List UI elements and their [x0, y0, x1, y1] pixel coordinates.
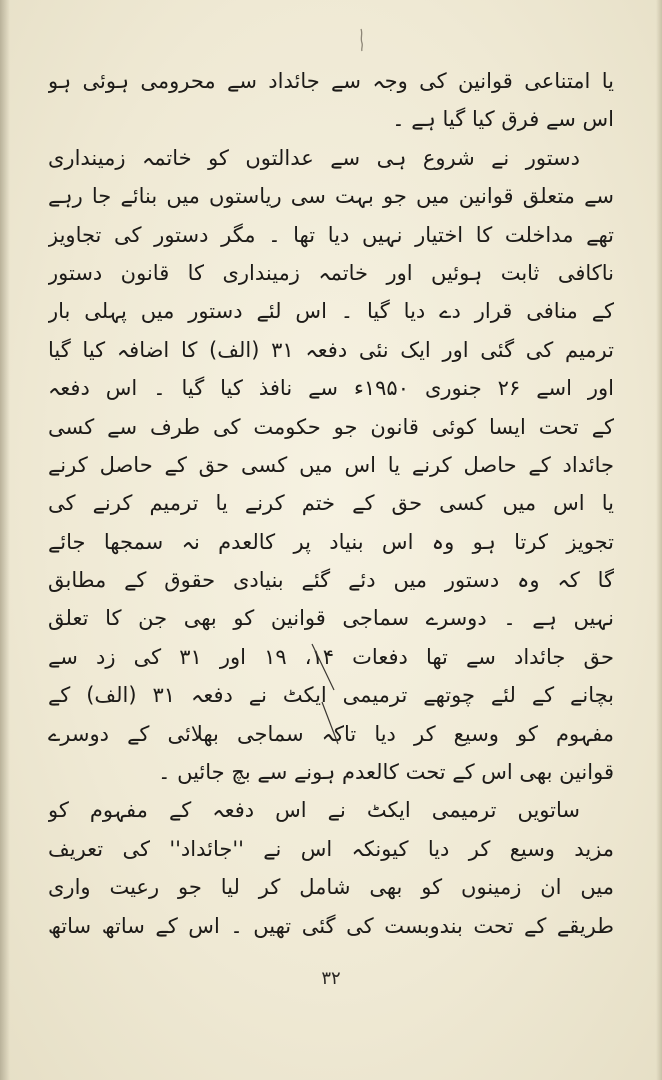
text-line: حق جائداد سے تھا دفعات ۱۴، ۱۹ اور ۳۱ کی زد سے — [48, 644, 614, 669]
text-line: قوانین بھی اس کے تحت کالعدم ہونے سے بچ جائیں ۔ — [158, 760, 614, 785]
paragraph-start-line: دستور نے شروع ہی سے عدالتوں کو خاتمہ زمینداری — [48, 145, 580, 170]
text-line: تھے مداخلت کا اختیار نہیں دیا تھا ۔ مگر دستور کی تجاویز — [48, 222, 614, 247]
text-line: کے تحت ایسا کوئی قانون جو حکومت کی طرف سے کسی — [48, 414, 614, 439]
text-line: نہیں ہے ۔ دوسرے سماجی قوانین کو بھی جن کا تعلق — [48, 606, 614, 631]
page-edge-shadow-left — [0, 0, 10, 1080]
text-line: اس سے فرق کیا گیا ہے ۔ — [392, 107, 614, 132]
text-line: ترمیم کی گئی اور ایک نئی دفعہ ۳۱ (الف) کا اضافہ کیا گیا — [48, 337, 614, 362]
ink-smudge-mark — [356, 28, 368, 52]
text-line: میں ان زمینوں کو بھی شامل کر لیا جو رعیت واری — [48, 875, 614, 900]
text-line: یا امتناعی قوانین کی وجہ سے جائداد سے محرومی ہوئی ہو — [48, 69, 614, 93]
text-line: ناکافی ثابت ہوئیں اور خاتمہ زمینداری کا قانون دستور — [48, 260, 614, 285]
text-line: بچانے کے لئے چوتھے ترمیمی ایکٹ نے دفعہ ۳۱ (الف) کے — [48, 683, 614, 708]
text-line: گا کہ وہ دستور میں دئے گئے بنیادی حقوق کے مطابق — [48, 568, 614, 593]
text-line: جائداد کے حاصل کرنے یا اس میں کسی حق کے حاصل کرنے — [48, 452, 614, 477]
text-line: مفہوم کو وسیع کر دیا تاکہ سماجی بھلائی کے دوسرے — [48, 721, 614, 746]
page-number: ۳۲ — [321, 968, 341, 989]
text-line: تجویز کرتا ہو وہ اس بنیاد پر کالعدم نہ سمجھا جائے — [48, 529, 614, 554]
text-line: اور اسے ۲۶ جنوری ۱۹۵۰ء سے نافذ کیا گیا ۔ اس دفعہ — [48, 376, 614, 401]
urdu-text-body — [48, 62, 614, 945]
pen-annotation-mark — [308, 640, 348, 750]
text-line: سے متعلق قوانین میں جو بہت سی ریاستوں میں بنائے جا رہے — [48, 184, 614, 209]
page-edge-shadow-right — [656, 0, 662, 1080]
text-line: مزید وسیع کر دیا کیونکہ اس نے ''جائداد'' کی تعریف — [48, 836, 614, 861]
text-line: کے منافی قرار دے دیا گیا ۔ اس لئے دستور میں پہلی بار — [48, 299, 614, 324]
text-line: طریقے کے تحت بندوبست کی گئی تھیں ۔ اس کے ساتھ ساتھ — [48, 913, 614, 938]
paragraph-start-line: ساتویں ترمیمی ایکٹ نے اس دفعہ کے مفہوم کو — [48, 798, 580, 823]
text-line: یا اس میں کسی حق کے ختم کرنے یا ترمیم کرنے کی — [48, 491, 614, 516]
